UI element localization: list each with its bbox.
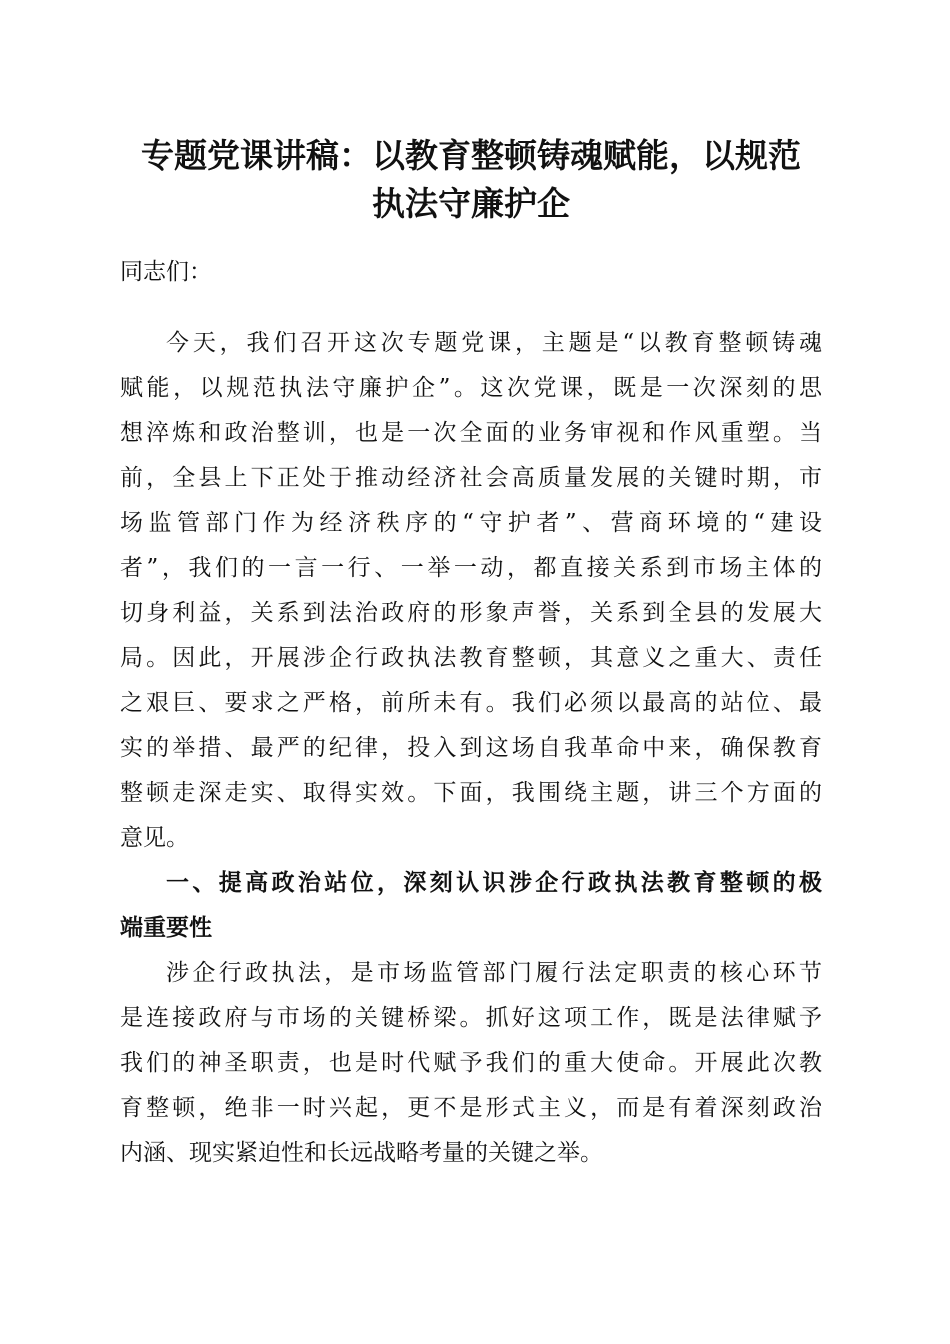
text-line: 实的举措、最严的纪律，投入到这场自我革命中来，确保教育 [120,735,822,761]
paragraph [120,951,822,1176]
document-body [120,250,822,1176]
text-line: 是连接政府与市场的关键桥梁。抓好这项工作，既是法律赋予 [120,1005,822,1031]
text-line: 者”，我们的一言一行、一举一动，都直接关系到市场主体的 [120,555,822,581]
text-line: 想淬炼和政治整训，也是一次全面的业务审视和作风重塑。当 [120,420,822,446]
paragraphs [120,321,822,1176]
text-line: 涉企行政执法，是市场监管部门履行法定职责的核心环节 [166,960,822,986]
text-line: 我们的神圣职责，也是时代赋予我们的重大使命。开展此次教 [120,1050,822,1076]
document-title [110,132,832,228]
section-heading [120,861,822,951]
title-line: 执法守廉护企 [372,184,570,223]
paragraph [120,321,822,861]
greeting: 同志们： [120,259,212,285]
text-line: 今天，我们召开这次专题党课，主题是“以教育整顿铸魂 [166,330,822,356]
text-line: 赋能，以规范执法守廉护企”。这次党课，既是一次深刻的思 [120,375,822,401]
text-line: 前，全县上下正处于推动经济社会高质量发展的关键时期，市 [120,465,822,491]
title-line: 专题党课讲稿：以教育整顿铸魂赋能，以规范 [141,136,801,175]
text-line: 育整顿，绝非一时兴起，更不是形式主义，而是有着深刻政治 [120,1095,822,1121]
text-line: 局。因此，开展涉企行政执法教育整顿，其意义之重大、责任 [120,645,822,671]
text-line: 端重要性 [120,915,212,941]
text-line: 整顿走深走实、取得实效。下面，我围绕主题，讲三个方面的 [120,780,822,806]
text-line: 内涵、现实紧迫性和长远战略考量的关键之举。 [120,1140,603,1166]
text-line: 一、提高政治站位，深刻认识涉企行政执法教育整顿的极 [166,870,822,896]
text-line: 场监管部门作为经济秩序的“守护者”、营商环境的“建设 [120,510,822,536]
text-line: 之艰巨、要求之严格，前所未有。我们必须以最高的站位、最 [120,690,822,716]
text-line: 意见。 [120,825,189,851]
text-line: 切身利益，关系到法治政府的形象声誉，关系到全县的发展大 [120,600,822,626]
